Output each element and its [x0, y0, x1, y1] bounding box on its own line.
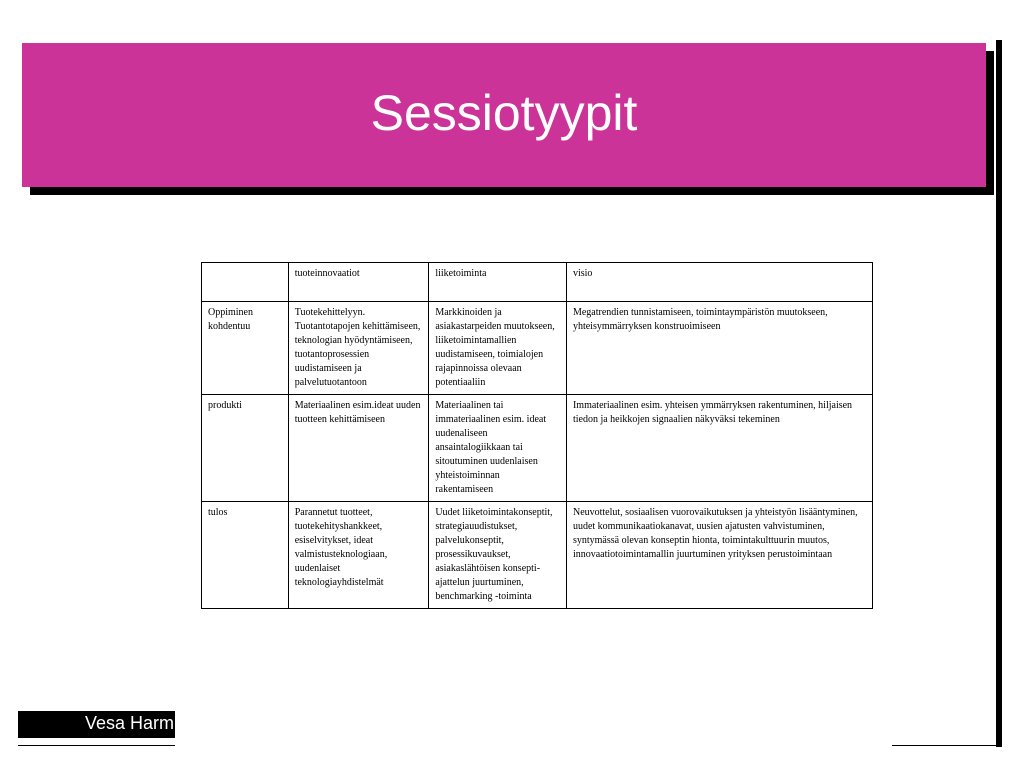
row-label-oppiminen: Oppiminen kohdentuu — [202, 302, 289, 395]
table-row — [202, 502, 873, 609]
table-row — [202, 395, 873, 502]
header-cell-liiketoiminta: liiketoiminta — [429, 263, 567, 302]
footer-author: Vesa Harm — [85, 713, 175, 733]
title-banner — [22, 43, 986, 187]
table-cell: Immateriaalinen esim. yhteisen ymmärryksen rakentuminen, hiljaisen tiedon ja heikkojen signaalien näkyväksi tekeminen — [566, 395, 872, 502]
session-types-table — [201, 262, 873, 609]
table-cell: Markkinoiden ja asiakastarpeiden muutokseen, liiketoimintamallien uudistamiseen, toimialojen rajapinnoissa olevaan potentiaaliin — [429, 302, 567, 395]
table-cell: Neuvottelut, sosiaalisen vuorovaikutuksen ja yhteistyön lisääntyminen, uudet kommunikaatiokanavat, uusien ajatusten vahvistuminen, syntymässä olevan konseptin hionta, toimintakulttuurin muutos, innovaatiotoimintamallin juurtuminen yrityksen perustoimintaan — [566, 502, 872, 609]
footer-author-box — [18, 711, 175, 738]
row-label-produkti: produkti — [202, 395, 289, 502]
table-row — [202, 302, 873, 395]
table-cell: Materiaalinen tai immateriaalinen esim. ideat uudenaliseen ansaintalogiikkaan tai sitoutuminen uudenlaisen yhteistoiminnan rakentamiseen — [429, 395, 567, 502]
right-edge-bar — [996, 40, 1002, 747]
row-label-tulos: tulos — [202, 502, 289, 609]
table-cell: Parannetut tuotteet, tuotekehityshankkeet, esiselvitykset, ideat valmistusteknologiaan, uudenlaiset teknologiayhdistelmät — [288, 502, 429, 609]
table-cell: Uudet liiketoimintakonseptit, strategiauudistukset, palvelukonseptit, prosessikuvaukset, asiakaslähtöisen konsepti-ajattelun juurtuminen, benchmarking -toiminta — [429, 502, 567, 609]
table-cell: Materiaalinen esim.ideat uuden tuotteen kehittämiseen — [288, 395, 429, 502]
table-cell: Tuotekehittelyyn. Tuotantotapojen kehittämiseen, teknologian hyödyntämiseen, tuotantoprosessien uudistamiseen ja palvelutuotantoon — [288, 302, 429, 395]
footer-divider-left — [18, 745, 175, 746]
footer-divider-right — [892, 745, 998, 746]
header-cell-empty — [202, 263, 289, 302]
header-cell-tuoteinnovaatiot: tuoteinnovaatiot — [288, 263, 429, 302]
table-cell: Megatrendien tunnistamiseen, toimintaympäristön muutokseen, yhteisymmärryksen konstruoimiseen — [566, 302, 872, 395]
header-cell-visio: visio — [566, 263, 872, 302]
table-header-row — [202, 263, 873, 302]
slide-title: Sessiotyypit — [370, 85, 638, 141]
